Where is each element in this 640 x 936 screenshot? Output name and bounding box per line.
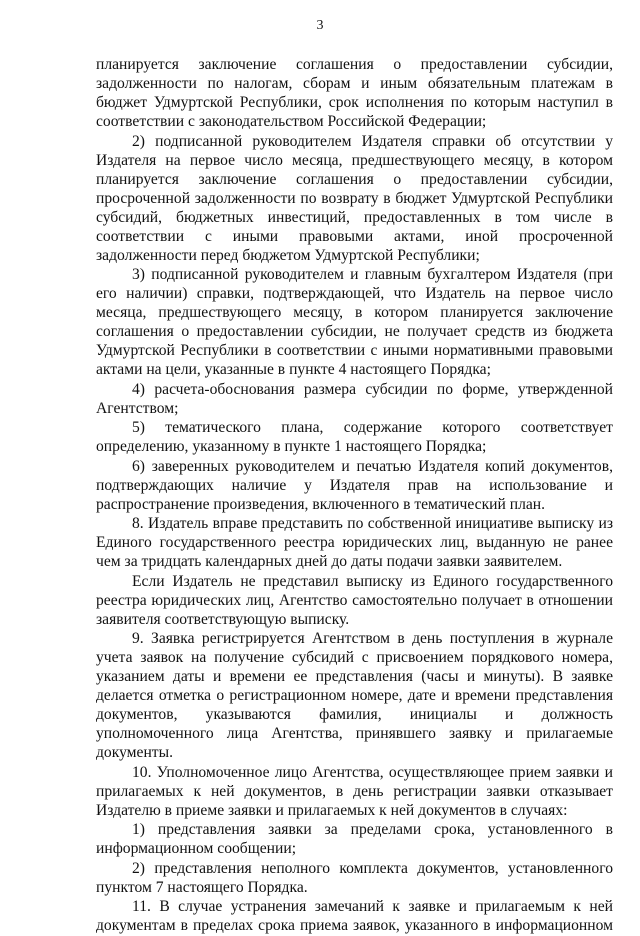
paragraph-clause-10-item-1: 1) представления заявки за пределами срока, установленного в информационном сообщении; — [96, 821, 613, 857]
paragraph-item-4: 4) расчета-обоснования размера субсидии по форме, утвержденной Агентством; — [96, 380, 613, 417]
paragraph-item-2: 2) подписанной руководителем Издателя справки об отсутствии у Издателя на первое число месяца, предшествующего месяцу, в котором планируется заключение соглашения о предоставлении субсидии, просроченной задолженности по возврату в бюджет Удмуртской Республики субсидий, бюджетных инвестиций, предоставленных в том числе в соответствии с иными правовыми актами, иной просроченной задолженности перед бюджетом Удмуртской Республики; — [96, 132, 613, 264]
document-body — [96, 55, 613, 936]
paragraph-clause-11: 11. В случае устранения замечаний к заявке и прилагаемым к ней документам в пределах срока приема заявок, указанного в информационном — [96, 898, 613, 934]
paragraph-clause-10: 10. Уполномоченное лицо Агентства, осуществляющее прием заявки и прилагаемых к ней документов, в день регистрации заявки отказывает Издателю в приеме заявки и прилагаемых к ней документов в случаях: — [96, 763, 613, 819]
paragraph-clause-8: 8. Издатель вправе представить по собственной инициативе выписку из Единого государственного реестра юридических лиц, выданную не ранее чем за тридцать календарных дней до даты подачи заявки заявителем. — [96, 515, 613, 570]
paragraph-item-3: 3) подписанной руководителем и главным бухгалтером Издателя (при его наличии) справки, подтверждающей, что Издатель на первое число месяца, предшествующего месяцу, в котором планируется заключение соглашения о предоставлении субсидии, не получает средств из бюджета Удмуртской Республики в соответствии с иными нормативными правовыми актами на цели, указанные в пункте 4 настоящего Порядка; — [96, 266, 613, 378]
paragraph-clause-8-note: Если Издатель не представил выписку из Единого государственного реестра юридических лиц, Агентство самостоятельно получает в отношении заявителя соответствующую выписку. — [96, 572, 613, 628]
paragraph-clause-10-item-2: 2) представления неполного комплекта документов, установленного пунктом 7 настоящего Порядка. — [96, 859, 613, 896]
paragraph-item-6: 6) заверенных руководителем и печатью Издателя копий документов, подтверждающих наличие у Издателя прав на использование и распространение произведения, включенного в тематический план. — [96, 457, 613, 513]
paragraph-clause-9: 9. Заявка регистрируется Агентством в день поступления в журнале учета заявок на получение субсидий с присвоением порядкового номера, указанием даты и времени ее представления (часы и минуты). В заявке делается отметка о регистрационном номере, дате и времени представления документов, указываются фамилия, инициалы и должность уполномоченного лица Агентства, принявшего заявку и прилагаемые документы. — [96, 630, 613, 761]
page-number: 3 — [316, 18, 324, 33]
paragraph-item-5: 5) тематического плана, содержание которого соответствует определению, указанному в пункте 1 настоящего Порядка; — [96, 419, 613, 455]
paragraph-continuation: планируется заключение соглашения о предоставлении субсидии, задолженности по налогам, сборам и иным обязательным платежам в бюджет Удмуртской Республики, срок исполнения по которым наступил в соответствии с законодательством Российской Федерации; — [96, 56, 613, 130]
